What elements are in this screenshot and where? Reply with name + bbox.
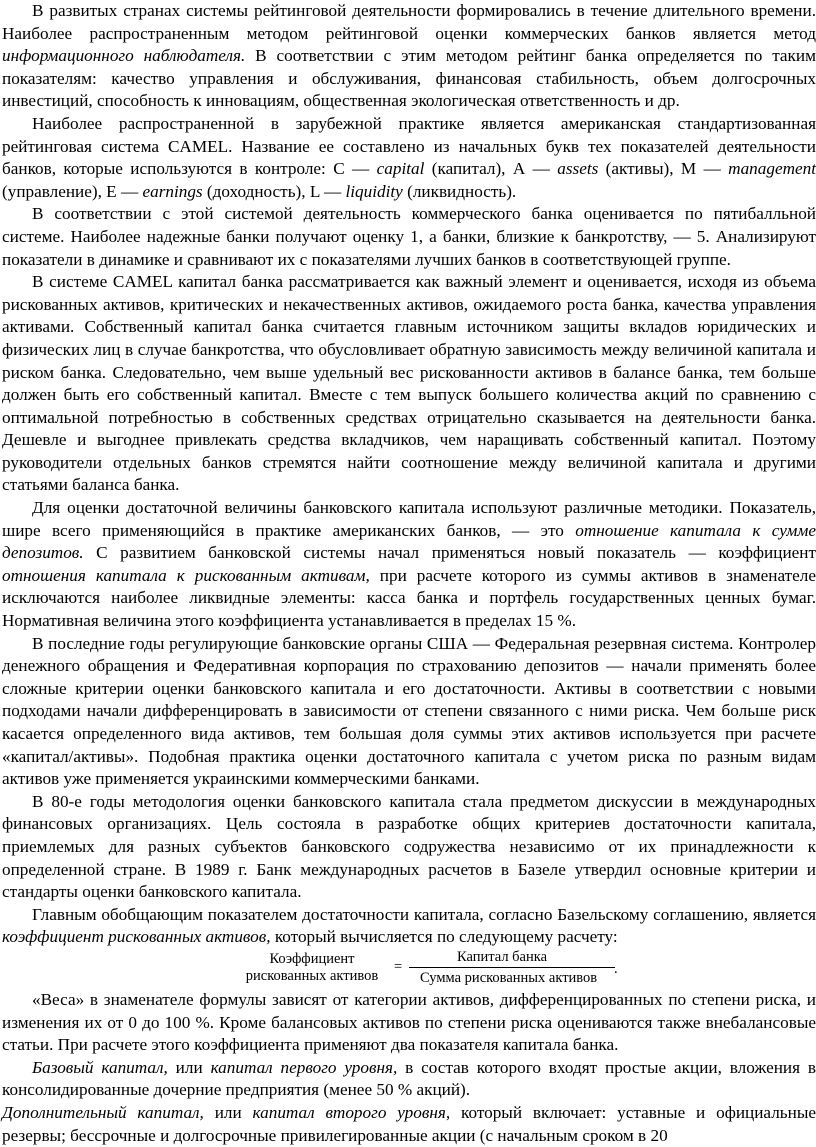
formula-denominator: Сумма рискованных активов	[420, 969, 598, 986]
text-run: или	[203, 1102, 253, 1122]
italic-term: капитал второго уровня,	[252, 1102, 451, 1122]
text-body-top	[2, 0, 816, 949]
text-run: С развитием банковской системы начал применяться новый показатель — коэффициент	[83, 543, 816, 563]
text-run: В соответствии с этой системой деятельность коммерческого банка оценивается по пятибалльной системе. Наиболее надежные банки получают оценку 1, а банки, близкие к банкротству, — 5. Анализируют показатели в динамике и сравнивают их с показателями лучших банков в соответствующей группе.	[2, 204, 816, 269]
text-run: (капитал), А —	[424, 159, 558, 179]
text-run: В 80-е годы методология оценки банковского капитала стала предметом дискуссии в международных финансовых организациях. Цель состояла в разработке общих критериев достаточности капитала, приемлемых для разных субъектов банковского содружества независимо от их принадлежности к определенной стране. В 1989 г. Банк международных расчетов в Базеле утвердил основные критерии и стандарты оценки банковского капитала.	[2, 791, 816, 902]
text-run: Для оценки достаточной величины банковского капитала используют различные методики. Показатель, шире всего применяющийся в практике американских банков, — это	[2, 498, 816, 540]
paragraph-p1	[2, 0, 816, 113]
formula-left-line1: Коэффициент	[269, 950, 355, 967]
text-run: (активы), М —	[598, 159, 729, 179]
formula-end-period: .	[614, 960, 618, 977]
italic-term: assets	[557, 159, 599, 179]
paragraph-p6	[2, 633, 816, 791]
text-run: (ликвидность).	[402, 181, 517, 201]
italic-term: Дополнительный капитал,	[2, 1102, 204, 1122]
italic-term: management	[728, 159, 816, 179]
text-run: (управление), Е —	[2, 181, 143, 201]
text-run: В соответствии с этим методом рейтинг банка определяется по таким показателям: качество управления и обслуживания, финансовая стабильность, объем долгосрочных инвестиций, способность к инновациям, общественная экологическая ответственность и др.	[2, 46, 816, 111]
text-run: В развитых странах системы рейтинговой деятельности формировались в течение длительного времени. Наиболее распространенным методом рейтинговой оценки коммерческих банков является метод	[2, 1, 816, 43]
formula-numerator: Капитал банка	[457, 948, 548, 965]
text-run: который вычисляется по следующему расчету:	[270, 927, 618, 947]
text-run: в состав которого входят простые акции, вложения в консолидированные дочерние предприятия (менее 50 % акций).	[2, 1057, 816, 1100]
text-body-bottom	[2, 989, 816, 1147]
italic-term: коэффициент рискованных активов,	[2, 927, 271, 947]
text-run: Наиболее распространенной в зарубежной практике является американская стандартизованная рейтинговая система CAMEL. Название ее составлено из начальных букв тех показателей деятельности банков, которые используются в контроле: С —	[2, 113, 816, 179]
paragraph-p2	[2, 113, 816, 203]
text-run: Главным обобщающим показателем достаточности капитала, согласно Базельскому соглашению, является	[32, 904, 816, 924]
paragraph-p10	[2, 1057, 816, 1102]
paragraph-p7	[2, 791, 816, 904]
capital-adequacy-formula	[2, 949, 816, 989]
paragraph-p9	[2, 989, 816, 1057]
paragraph-p3	[2, 203, 816, 271]
text-run: при расчете которого из суммы активов в знаменателе исключаются наиболее ликвидные элементы: касса банка и портфель государственных ценных бумаг. Нормативная величина этого коэффициента устанавливается в пределах 15 %.	[2, 565, 816, 631]
text-run: В последние годы регулирующие банковские органы США — Федеральная резервная система. Контролер денежного обращения и Федеративная корпорация по страхованию депозитов — начали применять более сложные критерии оценки банковского капитала и его достаточности. Активы в соответствии с новыми подходами начали дифференцировать в зависимости от степени связанного с ними риска. Чем больше риск касается определенного вида активов, тем большая доля суммы этих активов используется при расчете «капитал/активы». Подобная практика оценки достаточного капитала с учетом риска по разным видам активов уже применяется украинскими коммерческими банками.	[2, 633, 816, 789]
italic-term: liquidity	[345, 181, 403, 201]
text-run: «Веса» в знаменателе формулы зависят от категории активов, дифференцированных по степени риска, и изменения их от 0 до 100 %. Кроме балансовых активов по степени риска оцениваются также внебалансовые статьи. При расчете этого коэффициента применяют два показателя капитала банка.	[2, 989, 816, 1055]
paragraph-p11	[2, 1102, 816, 1147]
text-run: (доходность), L —	[202, 181, 346, 201]
italic-term: капитал первого уровня,	[210, 1057, 398, 1077]
paragraph-p4	[2, 271, 816, 497]
text-run: В системе CAMEL капитал банка рассматривается как важный элемент и оценивается, исходя из объема рискованных активов, критических и некачественных активов, ожидаемого роста банка, качества управления активами. Собственный капитал банка считается главным источником защиты вкладов юридических и физических лиц в случае банкротства, что обусловливает обратную зависимость между величиной капитала и риском банка. Следовательно, чем выше удельный вес рискованности активов в балансе банка, тем больше должен быть его собственный капитал. Вместе с тем выпуск большего количества акций по сравнению с оптимальной потребностью в собственных средствах отрицательно сказывается на деятельности банка. Дешевле и выгоднее привлекать средства вкладчиков, чем наращивать собственный капитал. Поэтому руководители отдельных банков стремятся найти соотношение между величиной капитала и другими статьями баланса банка.	[2, 272, 816, 495]
formula-equals: =	[394, 958, 403, 975]
paragraph-p8	[2, 904, 816, 949]
italic-term: информационного наблюдателя.	[2, 46, 246, 66]
italic-term: Базовый капитал,	[32, 1057, 168, 1077]
formula-fraction-bar	[409, 967, 615, 968]
formula-left-side	[232, 951, 392, 985]
italic-term: отношения капитала к рискованным активам,	[2, 565, 370, 585]
text-run: который включает: уставные и официальные резервы; бессрочные и долгосрочные привилегированные акции (с начальным сроком в 20	[2, 1102, 816, 1145]
paragraph-p5	[2, 497, 816, 633]
italic-term: capital	[376, 159, 425, 179]
italic-term: earnings	[142, 181, 203, 201]
text-run: или	[167, 1057, 211, 1077]
italic-term: отношение капитала к сумме депозитов.	[2, 520, 816, 563]
formula-left-line2: рискованных активов	[245, 967, 379, 984]
